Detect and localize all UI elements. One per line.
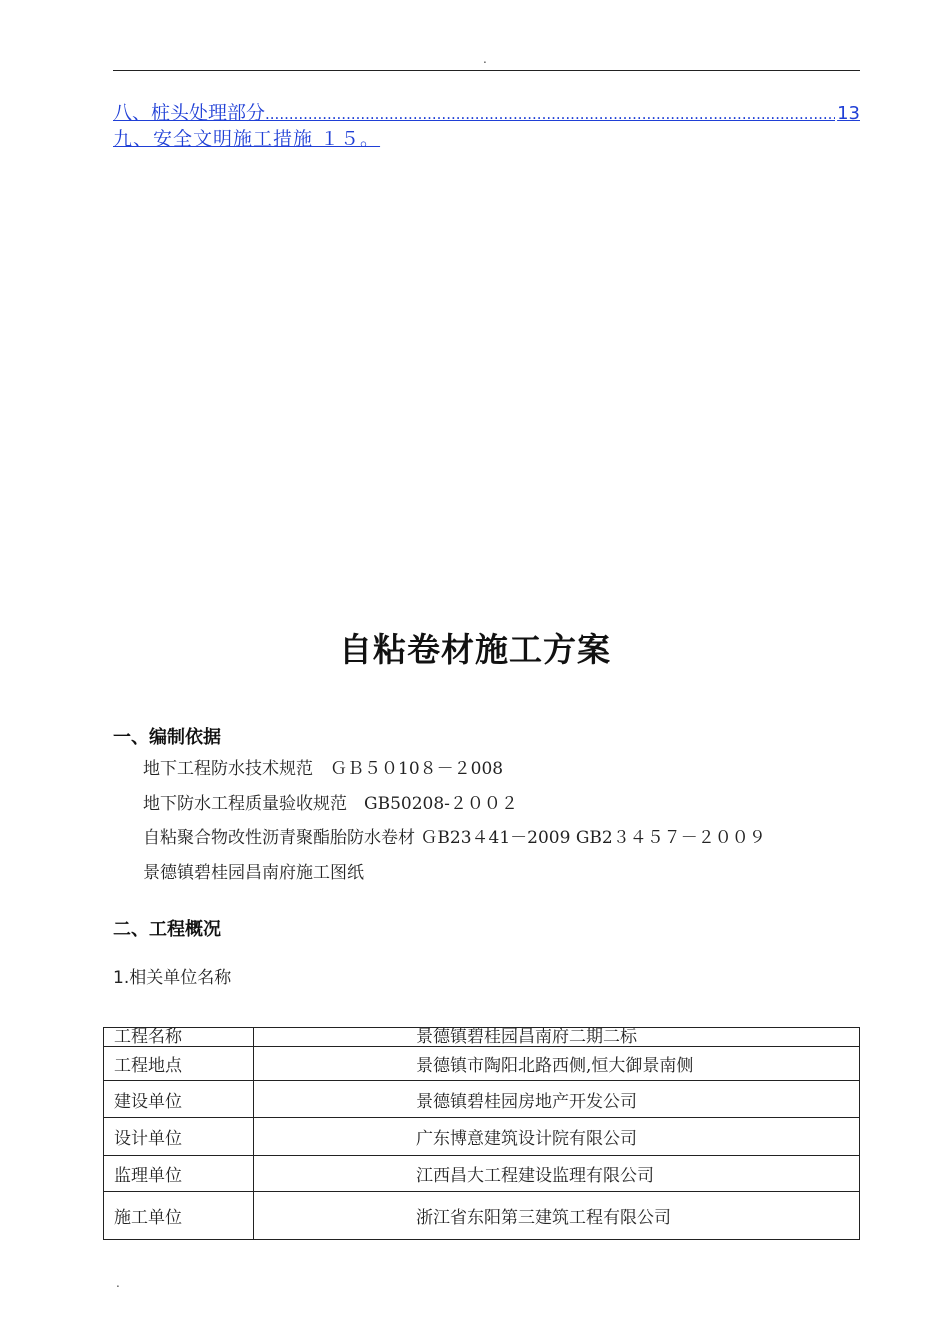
- basis-item: 自粘聚合物改性沥青聚酯胎防水卷材 ＧB23４41－2009 GB2３４５７－２００９: [143, 828, 766, 848]
- document-title: 自粘卷材施工方案: [339, 630, 611, 669]
- basis-item: 景德镇碧桂园昌南府施工图纸: [143, 862, 364, 883]
- toc-entry-suffix: 。: [360, 128, 381, 150]
- table-cell-value: 景德镇市陶阳北路西侧,恒大御景南侧: [254, 1047, 860, 1081]
- section-heading-basis: 一、编制依据: [113, 727, 221, 748]
- units-table: [103, 1027, 860, 1240]
- footer-mark: .: [116, 1276, 120, 1290]
- table-cell-value: 景德镇碧桂园房地产开发公司: [254, 1081, 860, 1118]
- table-row: [104, 1081, 860, 1118]
- table-of-contents: [113, 98, 860, 150]
- header-mark: .: [483, 52, 487, 66]
- toc-entry-label[interactable]: 九、安全文明施工措施 １５: [113, 128, 361, 150]
- toc-entry-pile-head[interactable]: [113, 98, 860, 124]
- table-cell-label: 建设单位: [104, 1081, 254, 1118]
- toc-entry-label[interactable]: 八、桩头处理部分: [113, 102, 266, 124]
- table-cell-value: 广东博意建筑设计院有限公司: [254, 1118, 860, 1156]
- table-cell-label: 监理单位: [104, 1156, 254, 1192]
- section-heading-overview: 二、工程概况: [113, 919, 221, 940]
- table-cell-value: 江西昌大工程建设监理有限公司: [254, 1156, 860, 1192]
- toc-dot-leader: [265, 105, 835, 123]
- table-row: [104, 1156, 860, 1192]
- table-row: [104, 1047, 860, 1081]
- table-cell-label: 设计单位: [104, 1118, 254, 1156]
- basis-item: 地下工程防水技术规范 ＧＢ５０10８－２008: [143, 759, 504, 779]
- table-row: [104, 1118, 860, 1156]
- table-cell-value: 景德镇碧桂园昌南府二期二标: [254, 1028, 860, 1047]
- table-row: [104, 1192, 860, 1240]
- table-cell-label: 工程地点: [104, 1047, 254, 1081]
- table-cell-label: 施工单位: [104, 1192, 254, 1240]
- table-cell-value: 浙江省东阳第三建筑工程有限公司: [254, 1192, 860, 1240]
- table-row: [104, 1028, 860, 1047]
- toc-entry-page[interactable]: 13: [837, 103, 860, 124]
- header-rule: [113, 70, 860, 71]
- basis-list: [143, 757, 766, 895]
- table-cell-label: 工程名称: [104, 1028, 254, 1047]
- basis-item: 地下防水工程质量验收规范 GB50208-２００２: [143, 793, 518, 814]
- subheading-units: 1.相关单位名称: [113, 968, 232, 988]
- toc-entry-safety[interactable]: [113, 124, 860, 150]
